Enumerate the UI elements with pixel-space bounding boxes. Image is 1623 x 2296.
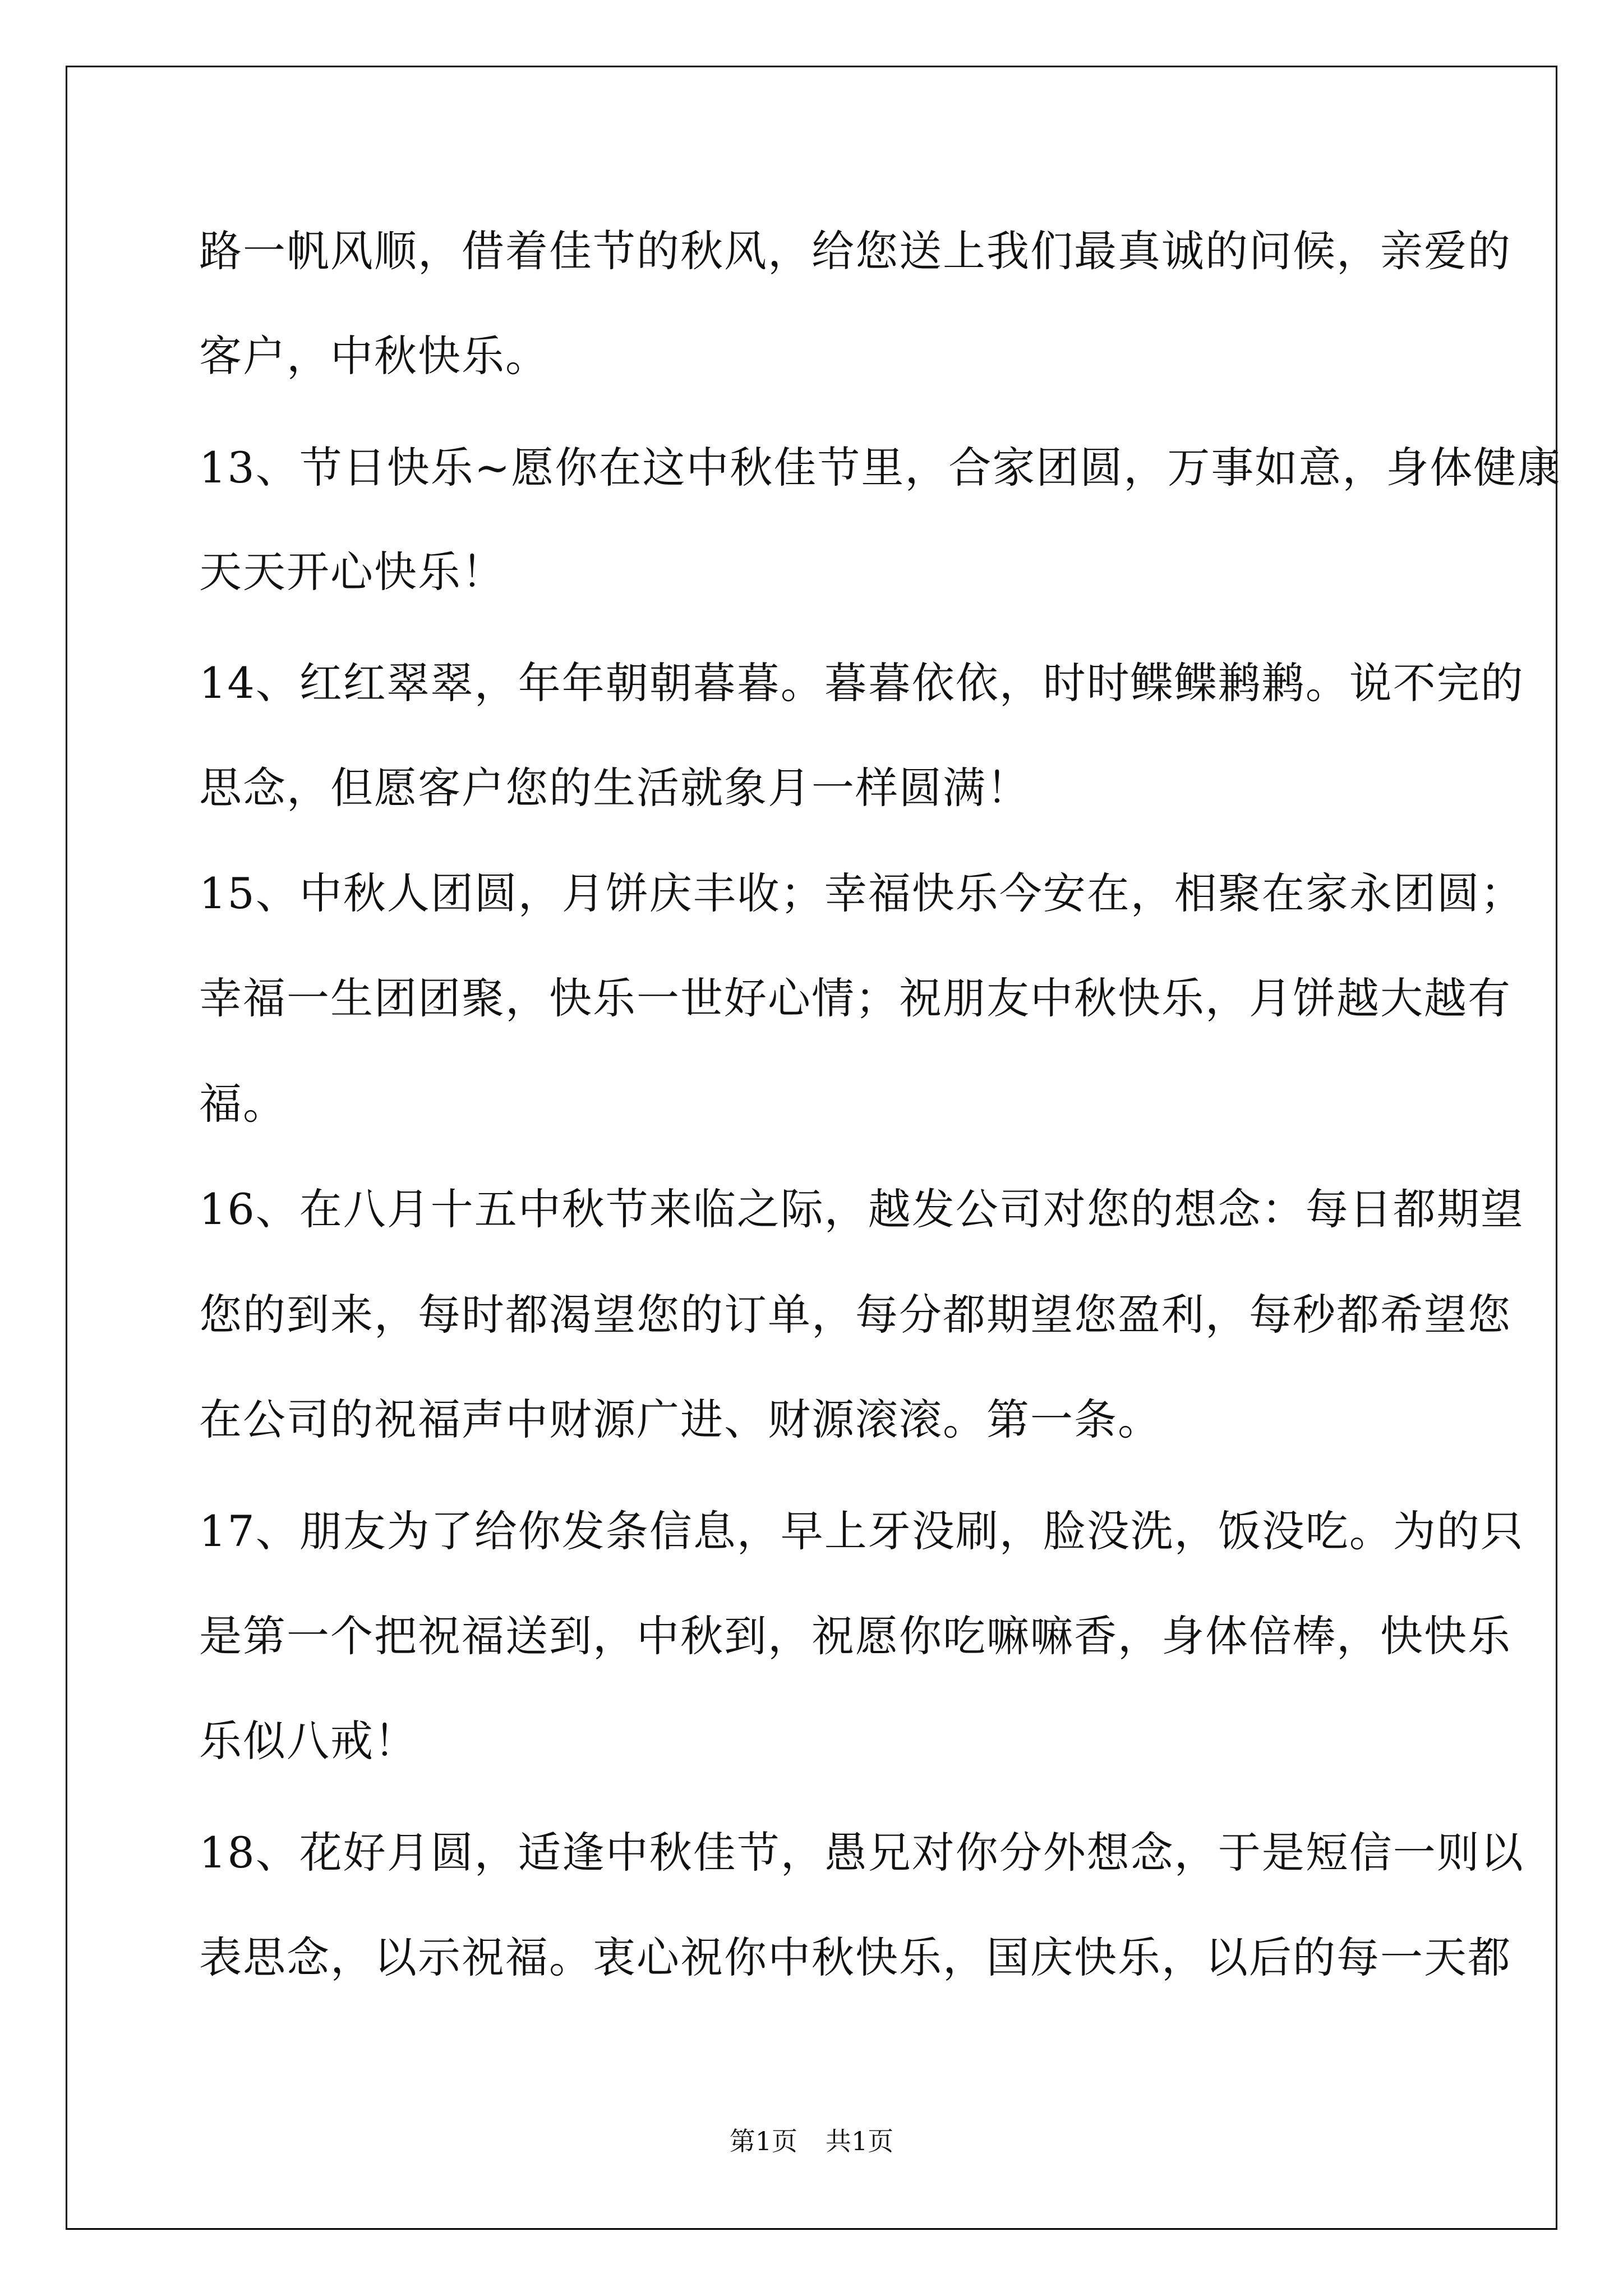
page-footer — [0, 2124, 1623, 2158]
body-line: 您的到来，每时都渴望您的订单，每分都期望您盈利，每秒都希望您 — [199, 1290, 1511, 1340]
body-line: 路一帆风顺，借着佳节的秋风，给您送上我们最真诚的问候，亲爱的 — [199, 226, 1511, 276]
body-line: 在公司的祝福声中财源广进、财源滚滚。第一条。 — [199, 1395, 1161, 1444]
body-line: 17、朋友为了给你发条信息，早上牙没刷，脸没洗，饭没吃。为的只 — [199, 1506, 1524, 1556]
body-line: 天天开心快乐！ — [199, 547, 505, 597]
body-line: 福。 — [199, 1079, 287, 1129]
body-line: 14、红红翠翠，年年朝朝暮暮。暮暮依依，时时鲽鲽鹣鹣。说不完的 — [199, 658, 1524, 708]
body-line: 表思念，以示祝福。衷心祝你中秋快乐，国庆快乐，以后的每一天都 — [199, 1932, 1511, 1982]
body-line: 幸福一生团团聚，快乐一世好心情；祝朋友中秋快乐，月饼越大越有 — [199, 973, 1511, 1023]
page-total: 共1页 — [826, 2126, 894, 2156]
body-line: 15、中秋人团圆，月饼庆丰收；幸福快乐今安在，相聚在家永团圆； — [199, 868, 1524, 918]
body-line: 客户，中秋快乐。 — [199, 331, 549, 381]
body-line: 是第一个把祝福送到，中秋到，祝愿你吃嘛嘛香，身体倍棒，快快乐 — [199, 1611, 1511, 1661]
body-line: 18、花好月圆，适逢中秋佳节，愚兄对你分外想念，于是短信一则以 — [199, 1828, 1524, 1878]
body-line: 13、节日快乐~愿你在这中秋佳节里，合家团圆，万事如意，身体健康 — [199, 443, 1561, 493]
page-number: 第1页 — [729, 2126, 797, 2156]
body-line: 思念，但愿客户您的生活就象月一样圆满！ — [199, 763, 1030, 813]
page-border — [66, 66, 1561, 2230]
body-line: 乐似八戒！ — [199, 1716, 418, 1766]
body-line: 16、在八月十五中秋节来临之际，越发公司对您的想念：每日都期望 — [199, 1184, 1524, 1234]
